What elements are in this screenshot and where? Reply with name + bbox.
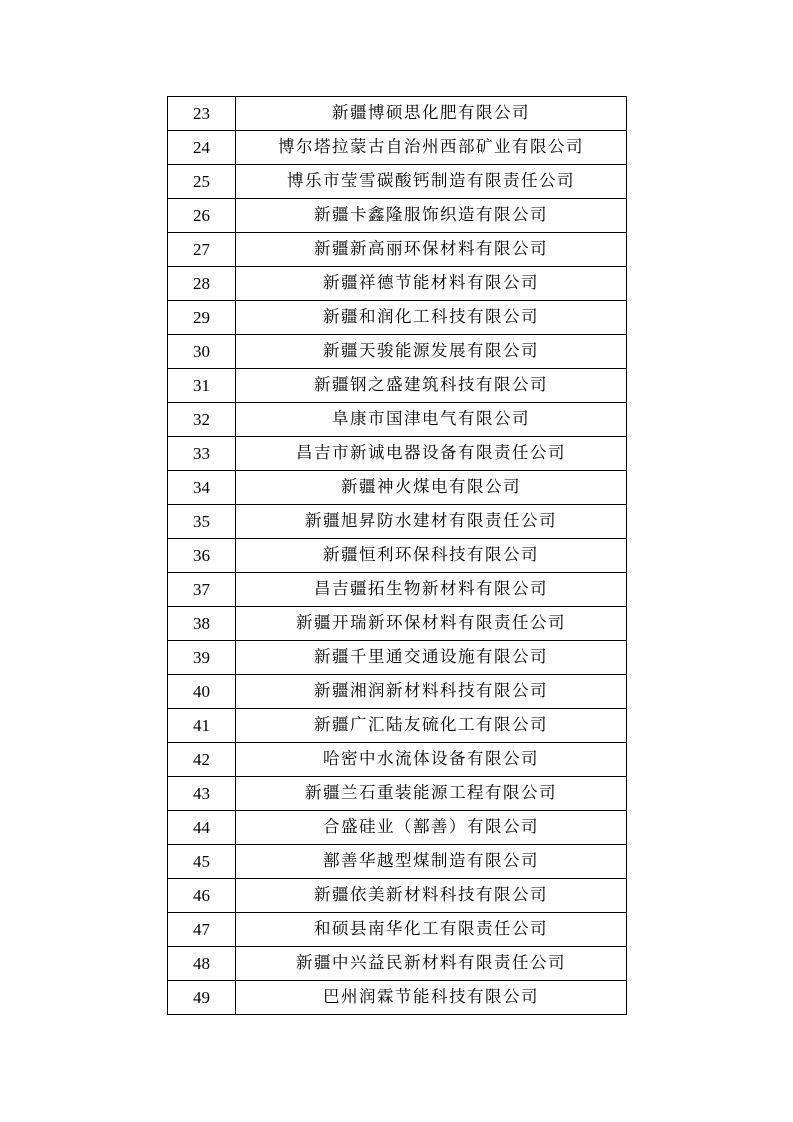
table-row (168, 811, 627, 845)
row-number: 38 (168, 607, 236, 641)
company-name: 阜康市国津电气有限公司 (236, 403, 627, 437)
company-name: 昌吉疆拓生物新材料有限公司 (236, 573, 627, 607)
table-row (168, 879, 627, 913)
table-row (168, 607, 627, 641)
company-name: 新疆千里通交通设施有限公司 (236, 641, 627, 675)
company-name: 新疆广汇陆友硫化工有限公司 (236, 709, 627, 743)
row-number: 23 (168, 97, 236, 131)
company-name: 合盛硅业（鄯善）有限公司 (236, 811, 627, 845)
row-number: 31 (168, 369, 236, 403)
company-name: 新疆湘润新材料科技有限公司 (236, 675, 627, 709)
table-row (168, 301, 627, 335)
company-name: 新疆依美新材料科技有限公司 (236, 879, 627, 913)
row-number: 45 (168, 845, 236, 879)
company-name: 新疆兰石重装能源工程有限公司 (236, 777, 627, 811)
company-name: 昌吉市新诚电器设备有限责任公司 (236, 437, 627, 471)
company-name: 新疆卡鑫隆服饰织造有限公司 (236, 199, 627, 233)
row-number: 34 (168, 471, 236, 505)
row-number: 39 (168, 641, 236, 675)
company-name: 新疆新高丽环保材料有限公司 (236, 233, 627, 267)
table-row (168, 335, 627, 369)
table-row (168, 675, 627, 709)
company-name: 新疆钢之盛建筑科技有限公司 (236, 369, 627, 403)
table-row (168, 709, 627, 743)
row-number: 37 (168, 573, 236, 607)
company-name: 博尔塔拉蒙古自治州西部矿业有限公司 (236, 131, 627, 165)
row-number: 44 (168, 811, 236, 845)
table-row (168, 403, 627, 437)
row-number: 27 (168, 233, 236, 267)
company-name: 哈密中水流体设备有限公司 (236, 743, 627, 777)
table-row (168, 845, 627, 879)
row-number: 32 (168, 403, 236, 437)
company-name: 新疆祥德节能材料有限公司 (236, 267, 627, 301)
table-row (168, 539, 627, 573)
row-number: 48 (168, 947, 236, 981)
row-number: 49 (168, 981, 236, 1015)
row-number: 40 (168, 675, 236, 709)
company-name: 新疆和润化工科技有限公司 (236, 301, 627, 335)
table-row (168, 199, 627, 233)
company-name: 新疆旭昇防水建材有限责任公司 (236, 505, 627, 539)
company-name: 新疆天骏能源发展有限公司 (236, 335, 627, 369)
company-name: 博乐市莹雪碳酸钙制造有限责任公司 (236, 165, 627, 199)
table-row (168, 471, 627, 505)
row-number: 26 (168, 199, 236, 233)
table-row (168, 437, 627, 471)
table-row (168, 505, 627, 539)
company-name: 新疆博硕思化肥有限公司 (236, 97, 627, 131)
table-row (168, 641, 627, 675)
table-row (168, 981, 627, 1015)
table-row (168, 947, 627, 981)
company-name: 巴州润霖节能科技有限公司 (236, 981, 627, 1015)
company-list-table (167, 96, 627, 1015)
table-row (168, 369, 627, 403)
company-name: 新疆开瑞新环保材料有限责任公司 (236, 607, 627, 641)
company-name: 新疆神火煤电有限公司 (236, 471, 627, 505)
row-number: 33 (168, 437, 236, 471)
row-number: 41 (168, 709, 236, 743)
row-number: 29 (168, 301, 236, 335)
company-list-body (168, 97, 627, 1015)
table-row (168, 97, 627, 131)
row-number: 24 (168, 131, 236, 165)
table-row (168, 573, 627, 607)
row-number: 36 (168, 539, 236, 573)
row-number: 43 (168, 777, 236, 811)
table-row (168, 165, 627, 199)
row-number: 28 (168, 267, 236, 301)
company-name: 新疆中兴益民新材料有限责任公司 (236, 947, 627, 981)
row-number: 35 (168, 505, 236, 539)
company-name: 和硕县南华化工有限责任公司 (236, 913, 627, 947)
table-row (168, 777, 627, 811)
row-number: 25 (168, 165, 236, 199)
company-name: 鄯善华越型煤制造有限公司 (236, 845, 627, 879)
row-number: 42 (168, 743, 236, 777)
company-name: 新疆恒利环保科技有限公司 (236, 539, 627, 573)
table-row (168, 743, 627, 777)
row-number: 46 (168, 879, 236, 913)
table-row (168, 913, 627, 947)
row-number: 30 (168, 335, 236, 369)
row-number: 47 (168, 913, 236, 947)
table-row (168, 267, 627, 301)
table-row (168, 131, 627, 165)
table-row (168, 233, 627, 267)
